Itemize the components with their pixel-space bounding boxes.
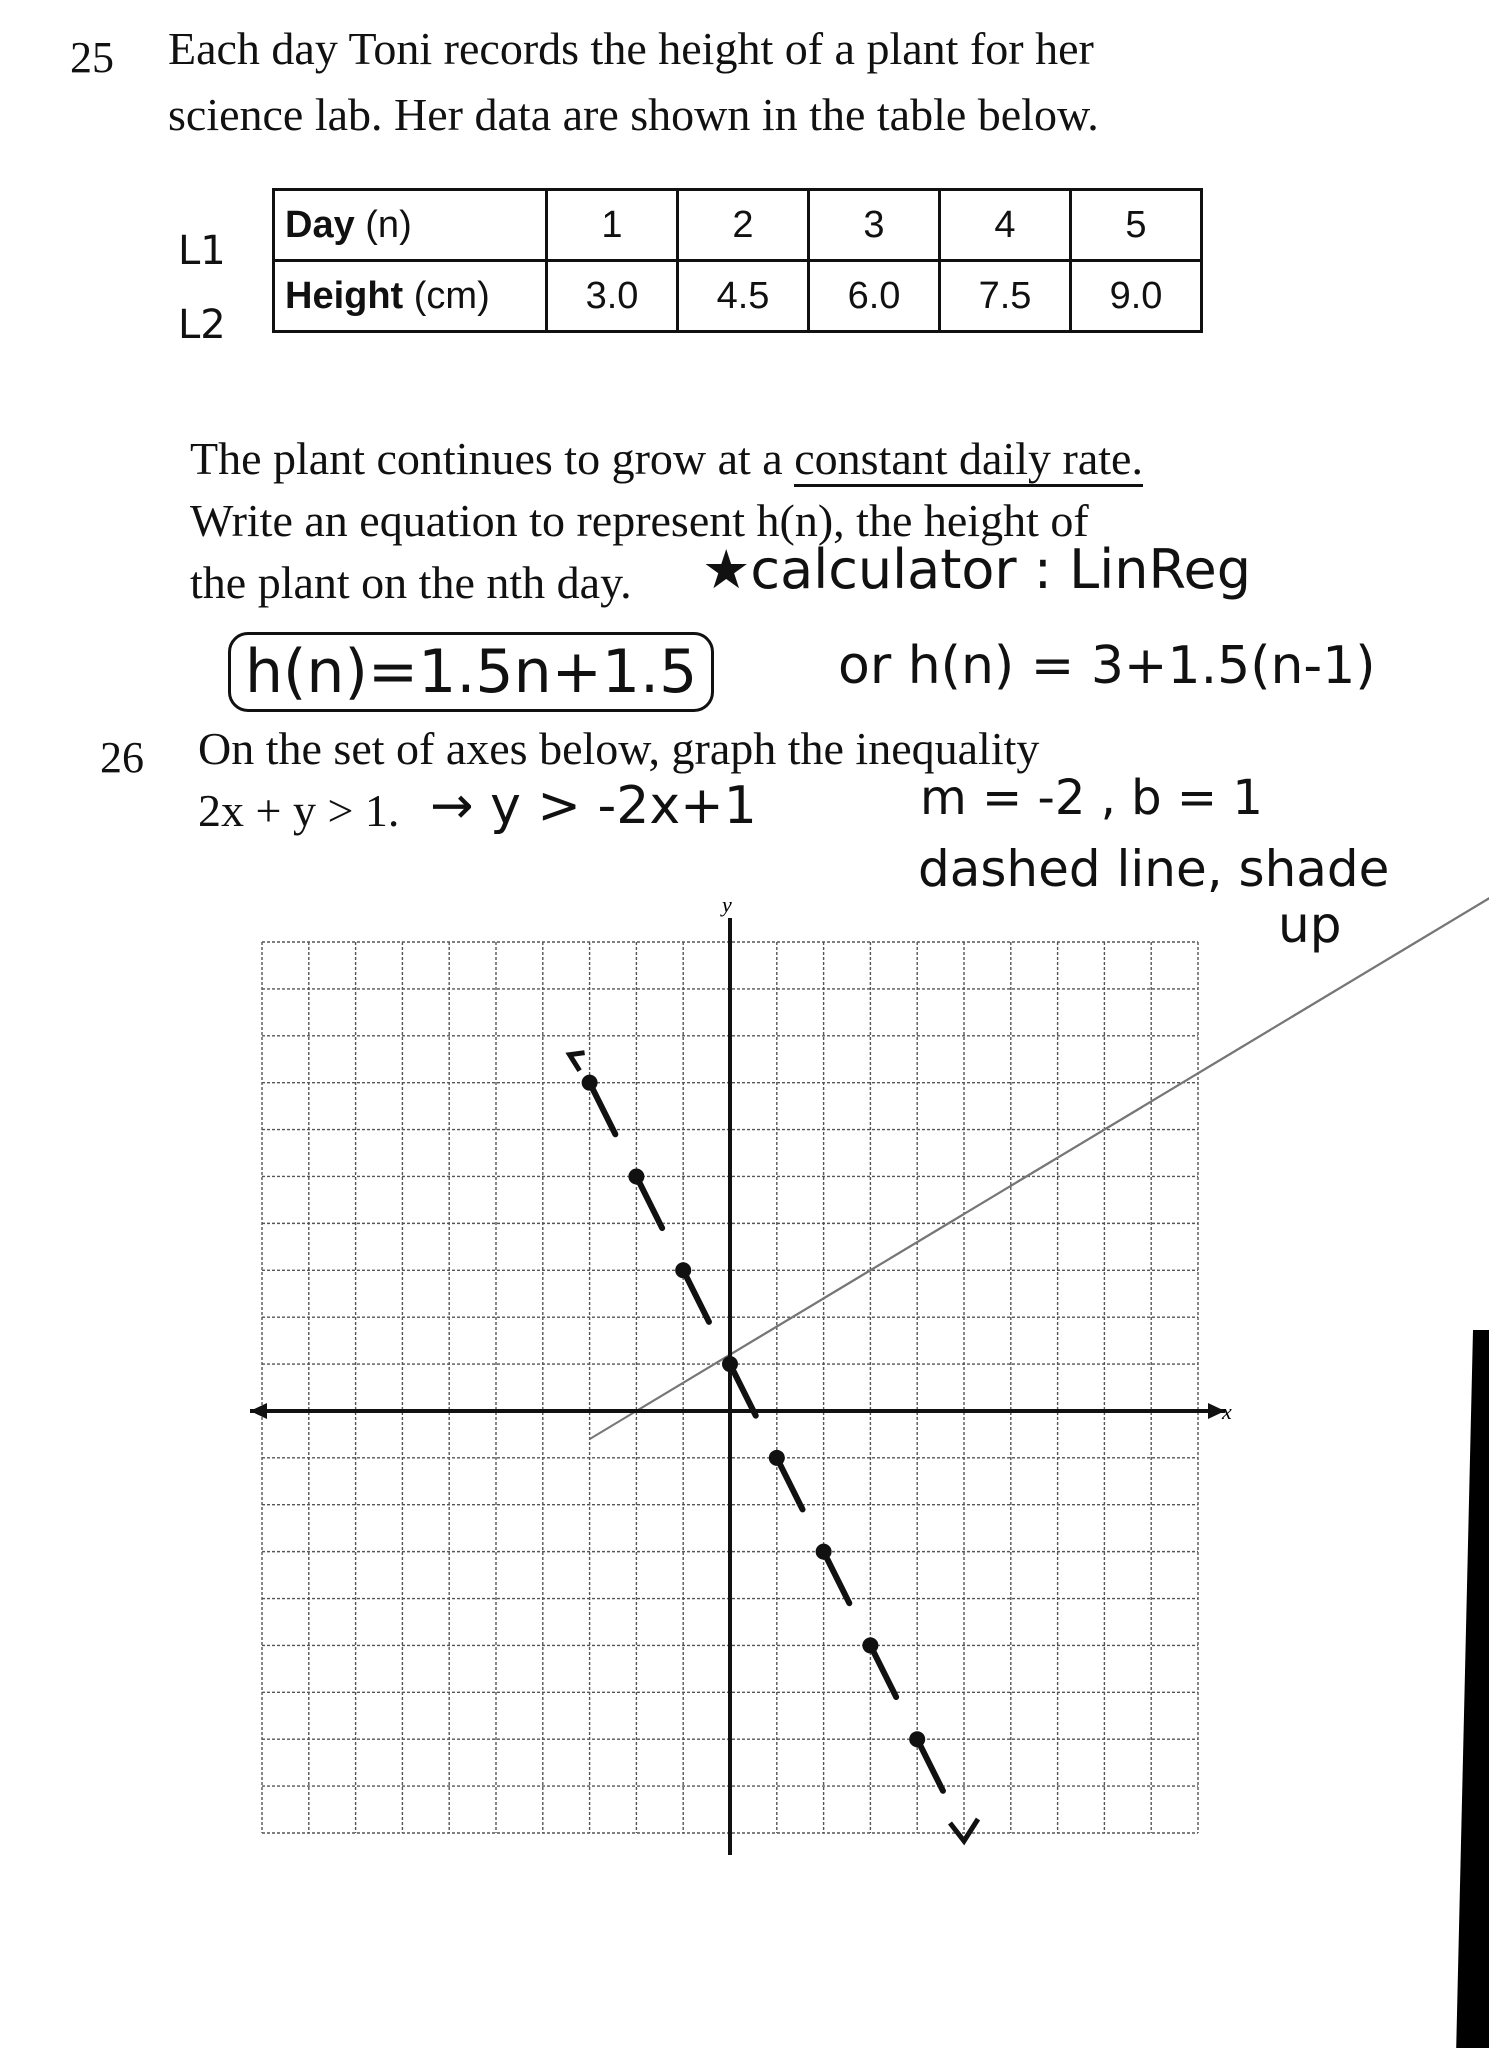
question-25-number: 25 [70,33,114,82]
day-cell: 5 [1071,190,1202,261]
height-label: Height [285,274,404,317]
boundary-dash [590,1083,616,1135]
boundary-dash [870,1645,896,1697]
shade-stroke [1385,764,1489,961]
handwritten-calculator-note: ★calculator : LinReg [702,538,1252,601]
boundary-dash [636,1176,662,1228]
boundary-dash [777,1458,803,1510]
day-cell: 2 [678,190,809,261]
arrow-head-top [570,1053,585,1071]
question-26-text-line2: 2x + y > 1. [198,785,400,836]
height-cell: 6.0 [809,261,940,332]
boundary-dash [824,1552,850,1604]
plotted-point [816,1544,832,1560]
plotted-point [582,1075,598,1091]
height-unit: (cm) [413,274,490,317]
plotted-point [862,1637,878,1653]
boundary-dash [917,1739,943,1791]
height-cell: 7.5 [940,261,1071,332]
alternate-answer: or h(n) = 3+1.5(n-1) [838,636,1376,696]
dashed-line-note: dashed line, shade [918,840,1390,898]
day-cell: 4 [940,190,1071,261]
shading-hatch [590,595,1489,1439]
underlined-phrase: constant daily rate. [794,433,1143,487]
shade-stroke [1198,876,1489,1073]
boundary-dash [683,1270,709,1322]
question-26-text-line1: On the set of axes below, graph the inequality [198,723,1040,774]
x-axis-arrow-left [250,1403,267,1419]
rewritten-inequality: → y > -2x+1 [430,776,757,836]
height-cell: 3.0 [547,261,678,332]
x-axis-label: x [1222,1398,1232,1424]
day-cell: 3 [809,190,940,261]
y-axis-label: y [722,892,732,917]
plotted-point [769,1450,785,1466]
slope-intercept-note: m = -2 , b = 1 [920,770,1263,826]
shade-stroke [1479,708,1489,905]
question-26-number: 26 [100,733,144,782]
list-label-l2: L2 [178,302,226,348]
plotted-point [675,1262,691,1278]
plotted-point [628,1168,644,1184]
plotted-point [909,1731,925,1747]
axes [250,918,1225,1855]
height-cell: 9.0 [1071,261,1202,332]
list-label-l1: L1 [178,228,226,274]
height-cell: 4.5 [678,261,809,332]
shade-stroke [1292,820,1489,1017]
day-unit: (n) [365,203,412,246]
day-cell: 1 [547,190,678,261]
question-25-text-line2: science lab. Her data are shown in the table below. [168,89,1099,140]
question-25-para-line3: the plant on the nth day. [190,557,632,608]
boxed-answer: h(n)=1.5n+1.5 [228,632,714,712]
para-line1-text: The plant continues to grow at a [190,433,795,484]
question-25-para-line2: Write an equation to represent h(n), the height of [190,495,1089,546]
plotted-point [722,1356,738,1372]
boundary-dash [730,1364,756,1416]
shade-up-note: up [1278,896,1342,954]
day-label: Day [285,203,355,246]
question-25-text-line1: Each day Toni records the height of a plant for her [168,23,1094,74]
